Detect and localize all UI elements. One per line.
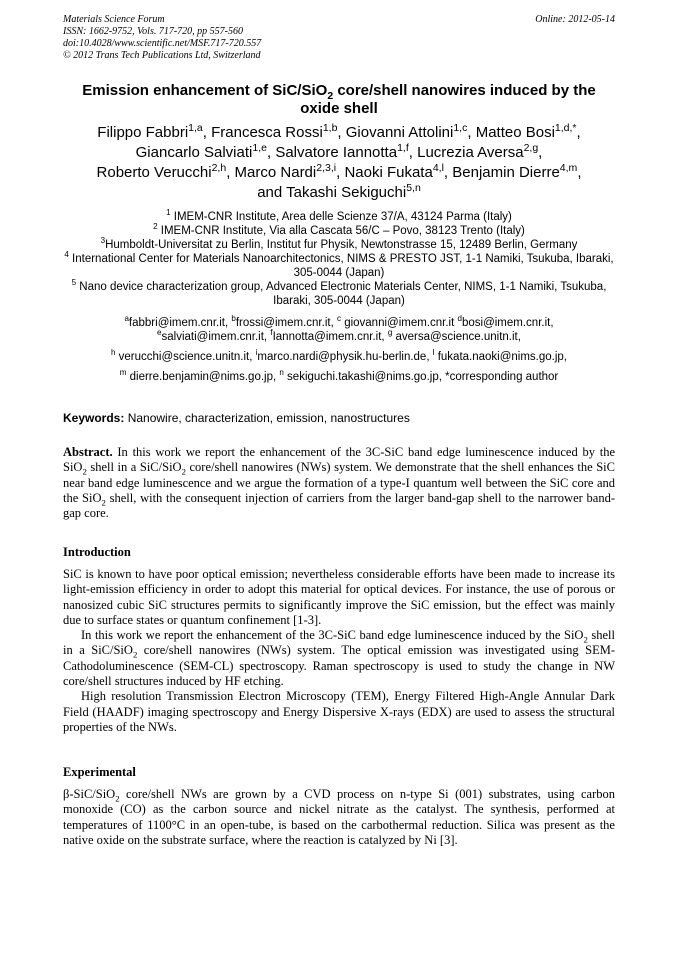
email-link[interactable]: fabbri@imem.cnr.it, — [128, 317, 232, 329]
affiliation: $^5$ Nano device characterization group, Advanced Electronic Materials Center, NIMS, 1-1 Namiki, Tsukuba, Ibaraki, 305-0044 (Japan) — [71, 278, 607, 307]
author: Roberto Verucchi$^{2,h}$, — [96, 162, 235, 181]
journal-header — [63, 14, 615, 62]
keywords — [63, 411, 615, 425]
journal-name: Materials Science Forum — [63, 14, 165, 25]
doi-line: doi:10.4028/www.scientific.net/MSF.717-720.557 — [63, 38, 262, 49]
author: Benjamin Dierre$^{4,m}$, — [452, 162, 582, 181]
email-link[interactable]: bosi@imem.cnr.it, — [461, 317, 554, 329]
title-subscript: 2 — [327, 90, 334, 102]
author: Salvatore Iannotta$^{1,f}$, — [275, 142, 418, 161]
affiliation: $^3$Humboldt-Universitat zu Berlin, Institut fur Physik, Newtonstrasse 15, 12489 Berlin, Germany — [100, 236, 578, 251]
email-link[interactable]: Iannotta@imem.cnr.it, — [272, 331, 388, 343]
online-date: Online: 2012-05-14 — [535, 14, 615, 25]
author: and Takashi Sekiguchi$^{5,n}$ — [257, 182, 421, 201]
email-link[interactable]: giovanni@imem.cnr.it — [341, 317, 458, 329]
email-link[interactable]: sekiguchi.takashi@nims.go.jp, *corresponding author — [283, 371, 559, 383]
email-link[interactable]: frossi@imem.cnr.it, — [235, 317, 337, 329]
affiliation-list — [63, 210, 615, 308]
author: Francesca Rossi$^{1,b}$, — [211, 122, 346, 141]
email-link[interactable]: aversa@science.unitn.it, — [392, 331, 521, 343]
issn-line: ISSN: 1662-9752, Vols. 717-720, pp 557-560 — [63, 26, 243, 37]
paper-title — [63, 82, 615, 118]
email-link[interactable]: salviati@imem.cnr.it, — [161, 331, 271, 343]
paragraph: SiC is known to have poor optical emission; nevertheless considerable efforts have been made to increase its light-emission efficiency in order to adopt this material for optical devices. For instance, the use of porous or nanosized cubic SiC structures permits to significantly improve the SiC emission, but the effect was mainly due to surface states or quantum confinement [1-3]. — [63, 567, 615, 627]
section-heading-introduction: Introduction — [63, 545, 131, 559]
email-link[interactable]: dierre.benjamin@nims.go.jp, — [126, 371, 280, 383]
paragraph: High resolution Transmission Electron Microscopy (TEM), Energy Filtered High-Angle Annular Dark Field (HAADF) imaging spectroscopy and Energy Dispersive X-rays (EDX) are used to assess the structural properties of the NWs. — [63, 689, 615, 734]
email-list — [63, 316, 615, 390]
section-heading-experimental: Experimental — [63, 765, 136, 779]
author: Naoki Fukata$^{4,l}$, — [344, 162, 453, 181]
author: Matteo Bosi$^{1,d,*}$, — [475, 122, 581, 141]
affiliation: $^1$ IMEM-CNR Institute, Area delle Scienze 37/A, 43124 Parma (Italy) — [166, 208, 512, 223]
email-link[interactable]: marco.nardi@physik.hu-berlin.de, — [257, 351, 433, 363]
abstract: Abstract. In this work we report the enhancement of the 3C-SiC band edge luminescence induced by the SiO$_2$ shell in a SiC/SiO$_2$ core/shell nanowires (NWs) system. We demonstrate that the shell enhances the SiC near band edge luminescence and we argue the formation of a type-I quantum well between the SiC core and the SiO$_2$ shell, with the consequent injection of carriers from the larger band-gap shell to the narrower band-gap core. — [63, 445, 615, 521]
email-line: $^m$ dierre.benjamin@nims.go.jp, $^n$ sekiguchi.takashi@nims.go.jp, *corresponding author — [119, 368, 559, 383]
author: Filippo Fabbri$^{1,a}$, — [97, 122, 212, 141]
copyright-line: © 2012 Trans Tech Publications Ltd, Switzerland — [63, 50, 261, 61]
paragraph: In this work we report the enhancement of the 3C-SiC band edge luminescence induced by the SiO$_2$ shell in a SiC/SiO$_2$ core/shell nanowires (NWs) system. The optical emission was investigated using SEM-Cathodoluminescence (SEM-CL) spectroscopy. Raman spectroscopy is used to study the change in NW core/shell structures induced by HF etching. — [63, 628, 615, 689]
affiliation: $^4$ International Center for Materials Nanoarchitectonics, NIMS & PRESTO JST, 1-1 Namiki, Tsukuba, Ibaraki, 305-0044 (Japan) — [64, 250, 614, 279]
author: Lucrezia Aversa$^{2,g}$, — [417, 142, 543, 161]
abstract-label: Abstract. — [63, 445, 113, 459]
email-line: $^a$fabbri@imem.cnr.it, $^b$frossi@imem.cnr.it, $^c$ giovanni@imem.cnr.it $^d$bosi@imem.cnr.it, $^e$salviati@imem.cnr.it, $^f$Iannotta@imem.cnr.it, $^g$ aversa@science.unitn.it, — [124, 314, 554, 343]
keywords-text: Nanowire, characterization, emission, nanostructures — [124, 411, 410, 425]
author: Giancarlo Salviati$^{1,e}$, — [135, 142, 276, 161]
author: Giovanni Attolini$^{1,c}$, — [345, 122, 476, 141]
experimental-body: β-SiC/SiO$_2$ core/shell NWs are grown by a CVD process on n-type Si (001) substrates, using carbon monoxide (CO) as the carbon source and nickel nitrate as the catalyst. The synthesis, performed at temperatures of 1100°C in an open-tube, is based on the carbothermal reduction. Silica was present as the native oxide on the substrate surface, where the reaction is catalyzed by Ni [3]. — [63, 787, 615, 847]
title-part1: Emission enhancement of SiC/SiO — [82, 82, 328, 99]
author: Marco Nardi$^{2,3,i}$, — [234, 162, 345, 181]
title-part2: core/shell nanowires induced by the oxide shell — [300, 82, 596, 117]
introduction-body — [63, 567, 615, 735]
affiliation: $^2$ IMEM-CNR Institute, Via alla Cascata 56/C – Povo, 38123 Trento (Italy) — [153, 222, 525, 237]
email-link[interactable]: fukata.naoki@nims.go.jp, — [434, 351, 568, 363]
author-list — [63, 123, 615, 203]
keywords-label: Keywords: — [63, 411, 125, 425]
email-line: $^h$ verucchi@science.unitn.it, $^i$marco.nardi@physik.hu-berlin.de, $^l$ fukata.naoki@nims.go.jp, — [110, 348, 568, 363]
email-link[interactable]: verucchi@science.unitn.it, — [115, 351, 256, 363]
